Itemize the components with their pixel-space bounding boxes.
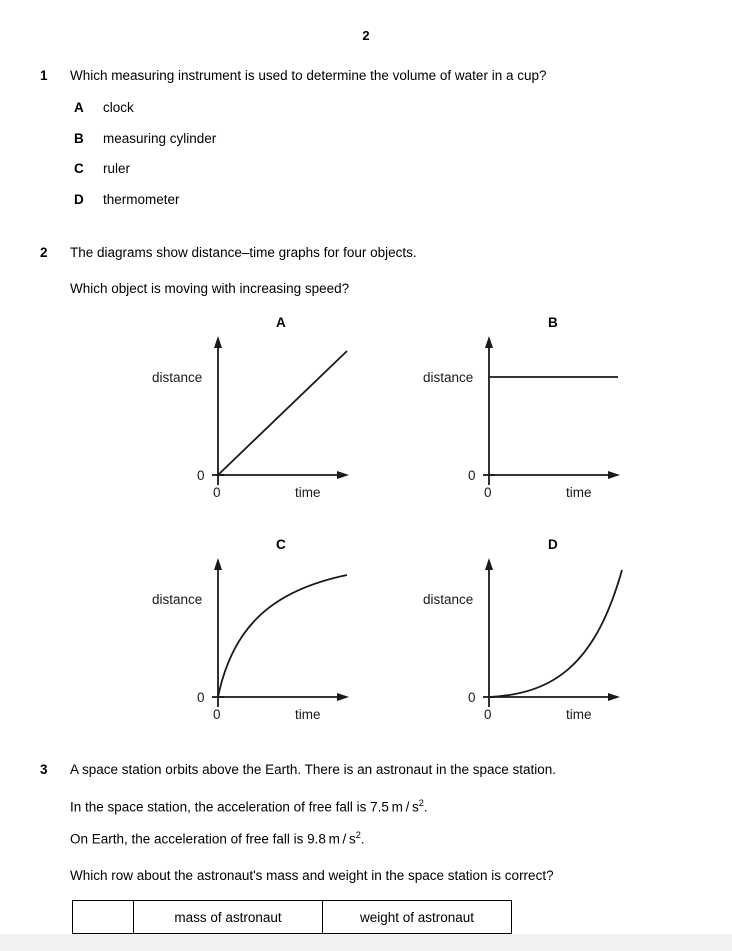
question-3-line-3-post: . — [360, 831, 365, 847]
page-number: 2 — [362, 28, 370, 43]
graph-d — [406, 552, 646, 752]
question-3-number: 3 — [40, 762, 48, 777]
question-3-line-2 — [70, 798, 428, 815]
question-3-line-3-exponent: 2 — [355, 830, 361, 840]
graph-a-letter: A — [276, 315, 286, 330]
graph-a-origin-x-label: 0 — [213, 485, 221, 500]
question-3-line-2-exponent: 2 — [418, 798, 424, 808]
question-1-option-d-text[interactable]: thermometer — [103, 192, 180, 207]
graph-c-origin-x-label: 0 — [213, 707, 221, 722]
question-1-option-b-letter: B — [74, 131, 84, 146]
question-2-stem: The diagrams show distance–time graphs for four objects. — [70, 245, 417, 260]
graph-a-origin-y-label: 0 — [197, 468, 205, 483]
graph-d-curve — [489, 570, 622, 697]
graph-d-y-axis-label: distance — [423, 592, 474, 607]
graph-b-y-axis-label: distance — [423, 370, 474, 385]
question-1-option-d-letter: D — [74, 192, 84, 207]
question-3-line-4: Which row about the astronaut's mass and weight in the space station is correct? — [70, 868, 554, 883]
question-1-option-a-letter: A — [74, 100, 84, 115]
question-3-line-1: A space station orbits above the Earth. There is an astronaut in the space station. — [70, 762, 557, 777]
graph-d-origin-y-label: 0 — [468, 690, 476, 705]
graph-b-letter: B — [548, 315, 558, 330]
graph-b — [406, 330, 646, 530]
question-1-option-a-text[interactable]: clock — [103, 100, 134, 115]
graph-c — [135, 552, 375, 752]
page-bottom-edge — [0, 934, 732, 951]
question-1-option-c-text[interactable]: ruler — [103, 161, 131, 176]
question-3-line-3 — [70, 830, 365, 847]
question-1-number: 1 — [40, 68, 48, 83]
graph-b-x-axis-label: time — [566, 485, 592, 500]
question-1-stem: Which measuring instrument is used to determine the volume of water in a cup? — [70, 68, 547, 83]
table-header-key — [73, 901, 134, 934]
graph-d-x-axis-label: time — [566, 707, 592, 722]
graph-c-curve — [218, 575, 347, 697]
graph-a-y-axis-label: distance — [152, 370, 203, 385]
question-2-stem-line2: Which object is moving with increasing speed? — [70, 281, 350, 296]
graph-c-y-axis-label: distance — [152, 592, 203, 607]
question-3-line-2-post: . — [423, 799, 428, 815]
graph-b-origin-y-label: 0 — [468, 468, 476, 483]
question-3-line-3-pre: On Earth, the acceleration of free fall is 9.8 m / s — [70, 831, 356, 847]
graph-c-x-axis-label: time — [295, 707, 321, 722]
question-1-option-b-text[interactable]: measuring cylinder — [103, 131, 217, 146]
graph-d-origin-x-label: 0 — [484, 707, 492, 722]
graph-d-letter: D — [548, 537, 558, 552]
table-header-row — [73, 901, 512, 934]
question-3-line-2-pre: In the space station, the acceleration of free fall is 7.5 m / s — [70, 799, 419, 815]
table-header-mass: mass of astronaut — [134, 901, 323, 934]
graph-a-curve — [218, 351, 347, 475]
graph-a-x-axis-label: time — [295, 485, 321, 500]
table-header-weight: weight of astronaut — [323, 901, 512, 934]
question-2-number: 2 — [40, 245, 48, 260]
graph-b-origin-x-label: 0 — [484, 485, 492, 500]
graph-a — [135, 330, 375, 530]
question-1-option-c-letter: C — [74, 161, 84, 176]
graph-c-origin-y-label: 0 — [197, 690, 205, 705]
graph-c-letter: C — [276, 537, 286, 552]
